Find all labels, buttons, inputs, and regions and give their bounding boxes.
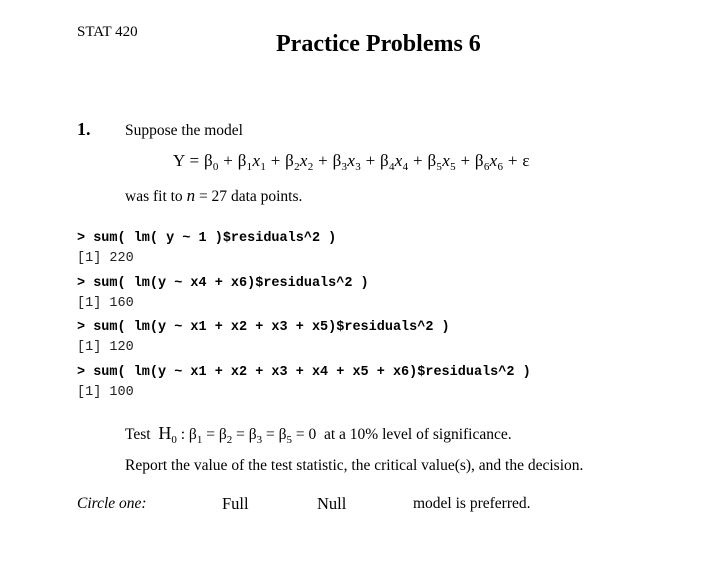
significance-level: at a 10% level of significance. (323, 426, 512, 443)
model-error: ε (522, 151, 530, 170)
choice-full[interactable]: Full (222, 494, 249, 513)
course-code: STAT 420 (77, 24, 138, 40)
page-title: Practice Problems 6 (276, 31, 481, 57)
model-term-1: $\beta_1x_1$ (237, 151, 267, 173)
code-output-3: [1] 120 (77, 340, 134, 355)
code-command-1: > sum( lm( y ~ 1 )$residuals^2 ) (77, 231, 337, 246)
model-term-5: $\beta_5x_5$ (427, 151, 456, 173)
problem-number: 1. (77, 119, 91, 139)
model-lhs: Y (173, 151, 185, 170)
model-term-4: $\beta_4x_4$ (380, 151, 409, 173)
model-term-6: $\beta_6x_6$ (474, 151, 504, 173)
circle-one-label: Circle one: (77, 495, 147, 512)
model-term-0: $\beta_0$ (203, 151, 219, 173)
code-command-4: > sum( lm(y ~ x1 + x2 + x3 + x4 + x5 + x6)$residuals^2 ) (77, 365, 531, 380)
choice-null[interactable]: Null (317, 494, 347, 513)
code-command-3: > sum( lm(y ~ x1 + x2 + x3 + x5)$residuals^2 ) (77, 320, 450, 335)
model-term-3: $\beta_3x_3$ (332, 151, 362, 173)
code-output-2: [1] 160 (77, 296, 134, 311)
model-term-2: $\beta_2x_2$ (285, 151, 314, 173)
fit-statement: was fit to n = 27 data points. (125, 186, 303, 205)
report-instructions: Report the value of the test statistic, the critical value(s), and the decision. (125, 457, 584, 474)
hypothesis-test: Test $H_0$ : $\beta_1 = \beta_2 = \beta_3 = \beta_5 = 0$ at a 10% level of significance. (125, 423, 512, 446)
code-output-4: [1] 100 (77, 385, 134, 400)
preferred-suffix: model is preferred. (413, 495, 531, 512)
null-hypothesis: $H_0$ : $\beta_1 = \beta_2 = \beta_3 = \beta_5 = 0$ (158, 423, 317, 446)
model-equation: $Y = \beta_0 + \beta_1x_1 + \beta_2x_2 + \beta_3x_3 + \beta_4x_4 + \beta_5x_5 + \beta_6x_6 + \varepsilon$ (173, 151, 530, 173)
problem-intro: Suppose the model (125, 122, 243, 139)
code-output-1: [1] 220 (77, 251, 134, 266)
code-command-2: > sum( lm(y ~ x4 + x6)$residuals^2 ) (77, 276, 369, 291)
